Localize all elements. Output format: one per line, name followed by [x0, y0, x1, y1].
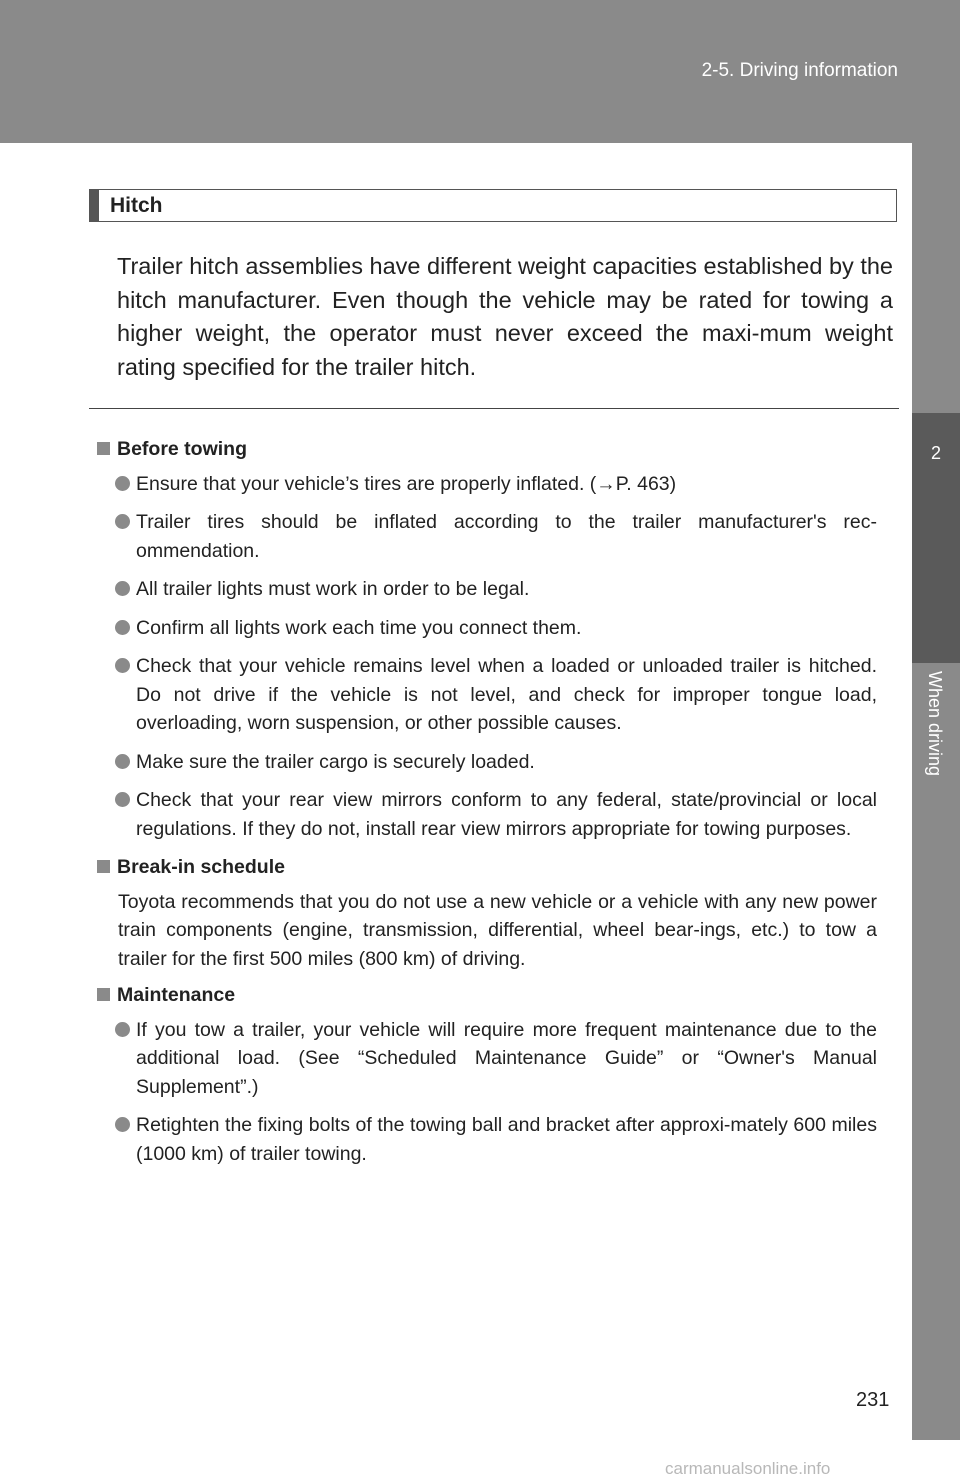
page-header	[0, 0, 960, 143]
list-item: Ensure that your vehicle’s tires are properly inflated. (→P. 463)	[97, 470, 877, 499]
list-item: Check that your rear view mirrors conform to any federal, state/provincial or local regulations. If they do not, install rear view mirrors appropriate for towing purposes.	[97, 786, 877, 843]
list-item: Confirm all lights work each time you connect them.	[97, 614, 877, 643]
chapter-number: 2	[930, 443, 941, 463]
bullet-icon	[115, 476, 130, 491]
before-towing-title: Before towing	[97, 435, 877, 464]
maintenance-title: Maintenance	[97, 981, 877, 1010]
bullet-icon	[115, 792, 130, 807]
bullet-icon	[115, 658, 130, 673]
hitch-heading-box	[89, 189, 897, 222]
hitch-title: Hitch	[110, 194, 163, 217]
section-divider	[89, 408, 899, 409]
bullet-icon	[115, 1022, 130, 1037]
section-title: 2-5. Driving information	[701, 60, 898, 81]
list-item: All trailer lights must work in order to be legal.	[97, 575, 877, 604]
page-number: 231	[856, 1389, 890, 1411]
bullet-icon	[115, 754, 130, 769]
break-in-title: Break-in schedule	[97, 853, 877, 882]
list-item: Trailer tires should be inflated according to the trailer manufacturer's rec-ommendation.	[97, 508, 877, 565]
bullet-icon	[115, 581, 130, 596]
chapter-name: When driving	[925, 671, 945, 777]
notes-section	[97, 435, 877, 1178]
bullet-icon	[115, 514, 130, 529]
bullet-icon	[115, 1117, 130, 1132]
heading-bar-marker	[90, 190, 99, 221]
bullet-icon	[115, 620, 130, 635]
list-item: Retighten the fixing bolts of the towing ball and bracket after approxi-mately 600 miles (1000 km) of trailer towing.	[97, 1111, 877, 1168]
list-item: If you tow a trailer, your vehicle will require more frequent maintenance due to the additional load. (See “Scheduled Maintenance Guide” or “Owner's Manual Supplement”.)	[97, 1016, 877, 1102]
list-item: Make sure the trailer cargo is securely loaded.	[97, 748, 877, 777]
hitch-body-text: Trailer hitch assemblies have different weight capacities established by the hitch manufacturer. Even though the vehicle may be rated for towing a higher weight, the operator must never exceed the maxi-mum weight rating specified for the trailer hitch.	[117, 253, 893, 380]
chapter-side-tab	[912, 143, 960, 1440]
watermark: carmanualsonline.info	[665, 1459, 831, 1478]
list-item: Check that your vehicle remains level when a loaded or unloaded trailer is hitched. Do not drive if the vehicle is not level, and check for improper tongue load, overloading, worn suspension, or other possible causes.	[97, 652, 877, 738]
break-in-text: Toyota recommends that you do not use a new vehicle or a vehicle with any new power train components (engine, transmission, differential, wheel bear-ings, etc.) to tow a trailer for the first 500 miles (800 km) of driving.	[118, 890, 877, 970]
